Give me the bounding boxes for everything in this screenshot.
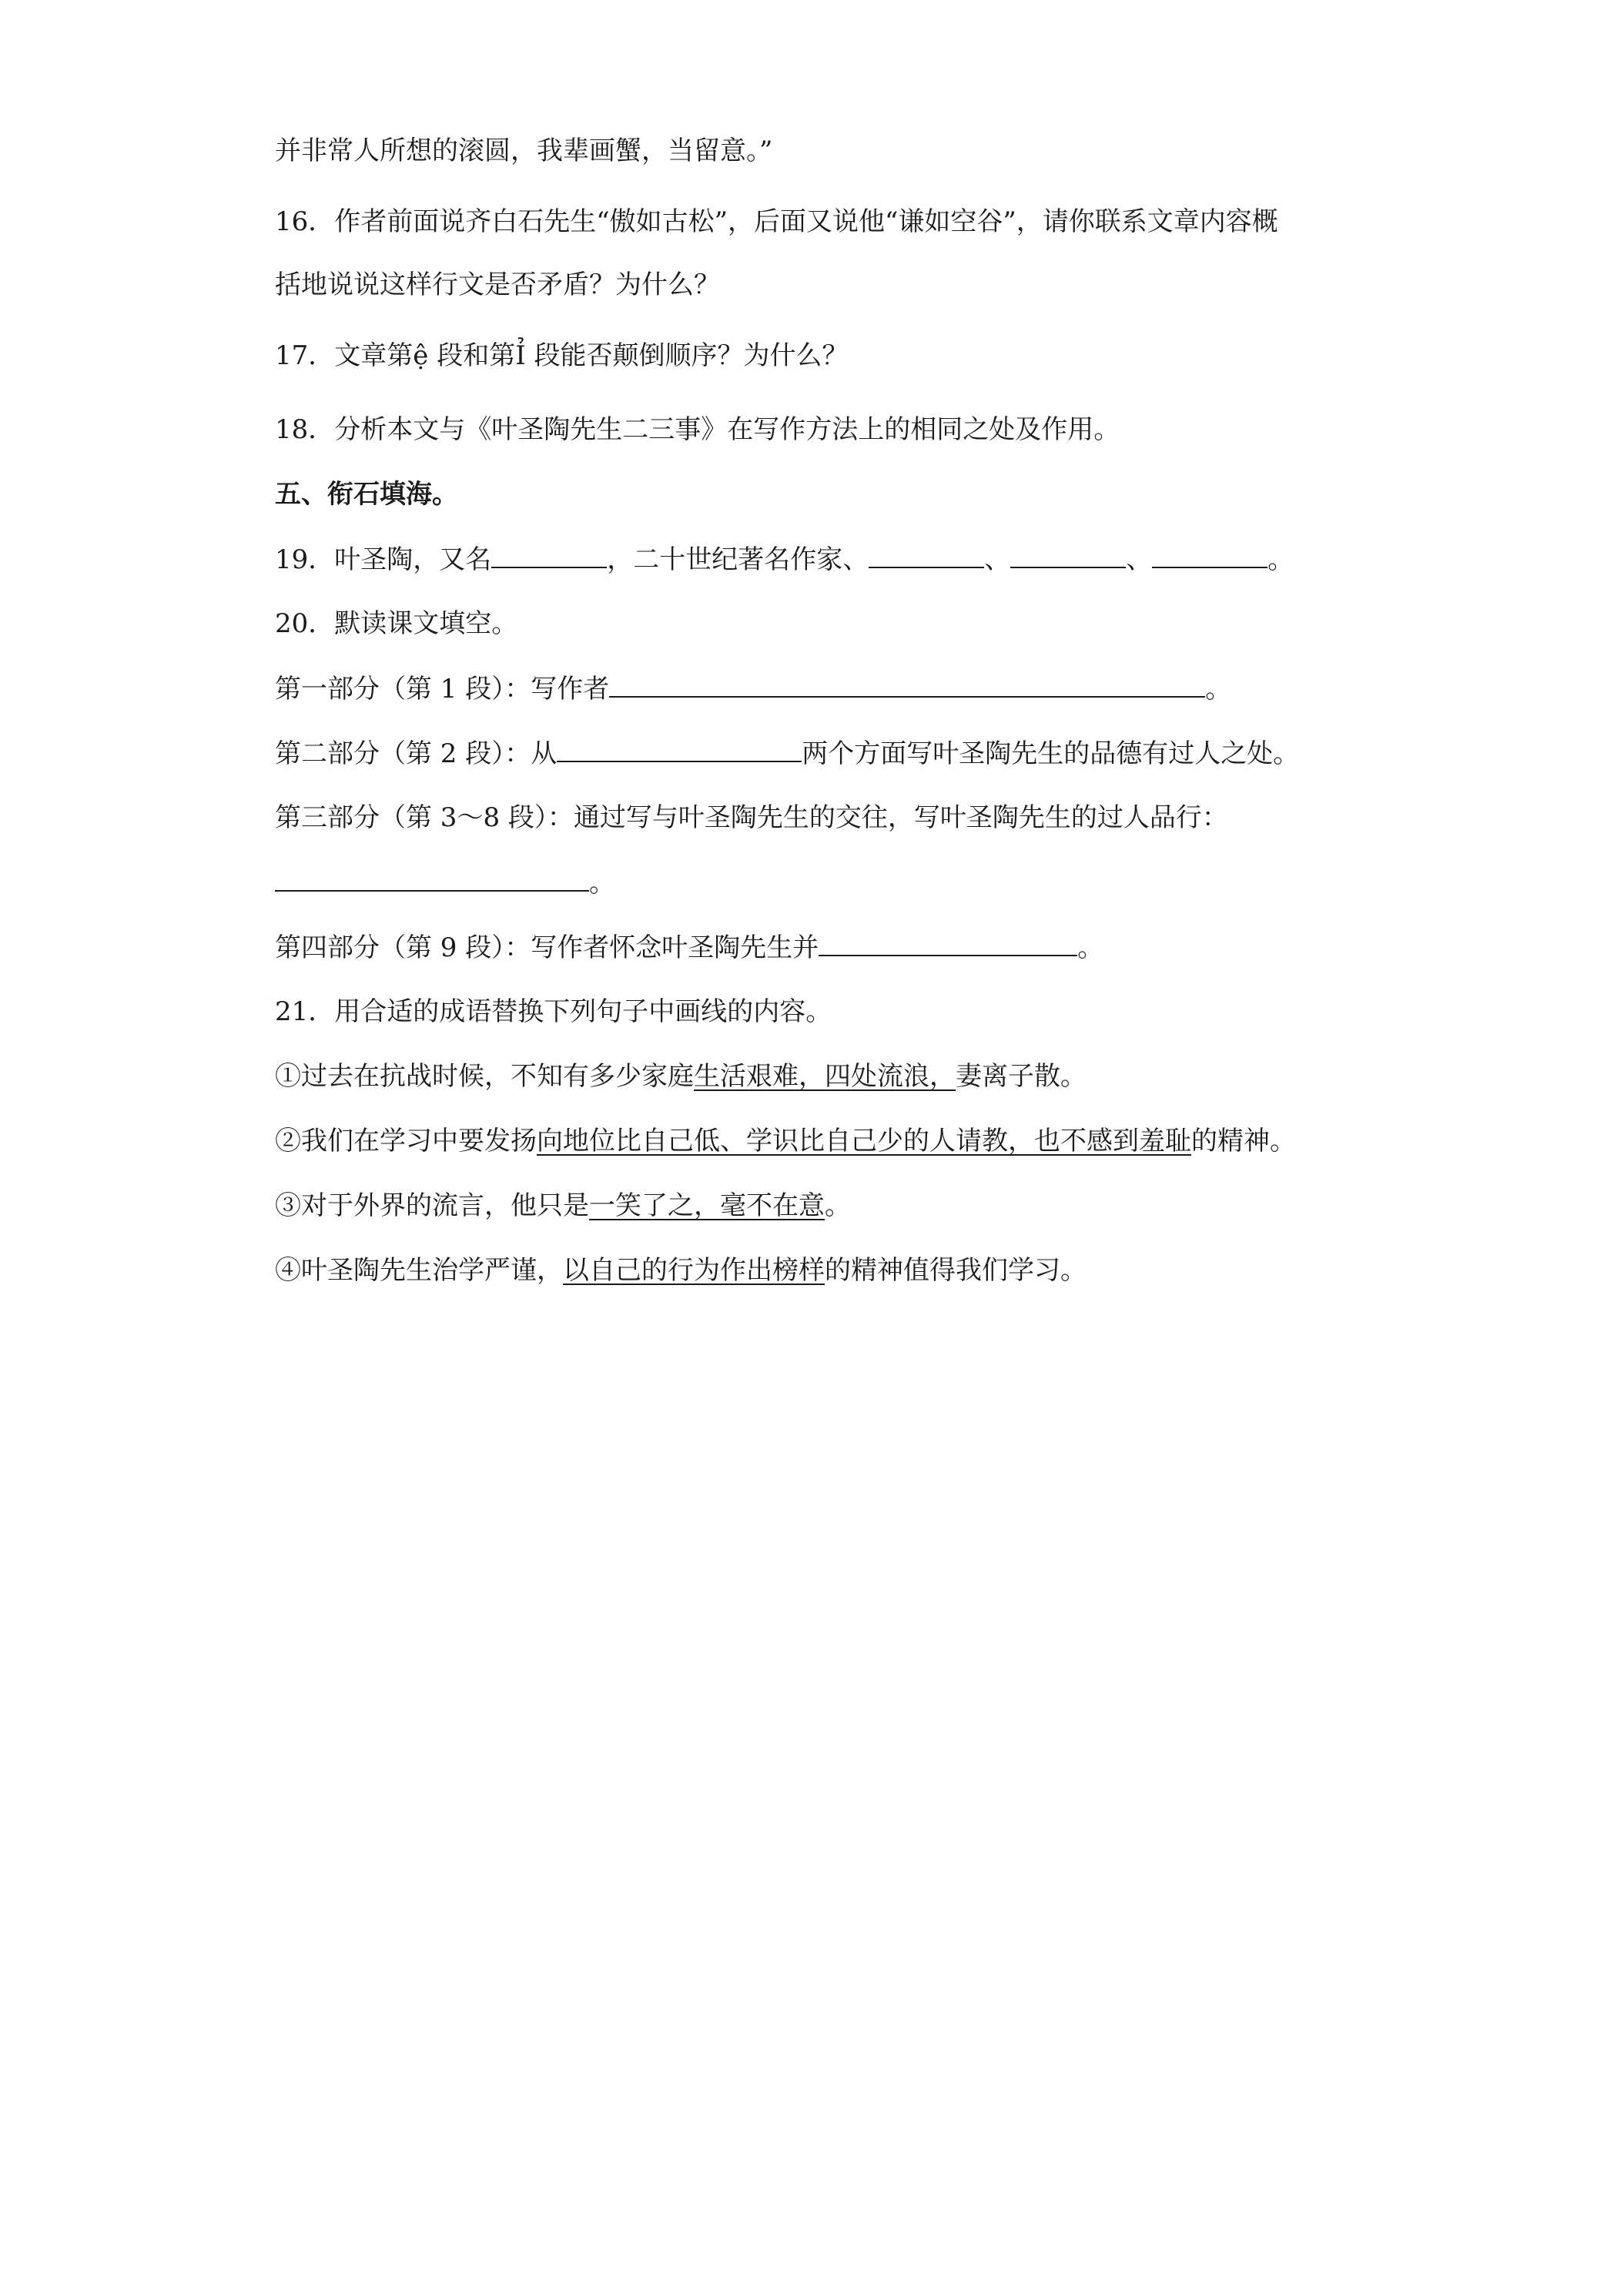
part-4-text: 第四部分（第 9 段）：写作者怀念叶圣陶先生并 (275, 932, 819, 963)
question-19-text: ，二十世纪著名作家、 (607, 544, 869, 575)
part-3-answer (275, 867, 615, 899)
question-21: 21．用合适的成语替换下列句子中画线的内容。 (275, 996, 832, 1027)
answer-blank[interactable] (1152, 544, 1267, 568)
question-16-line-2: 括地说说这样行文是否矛盾？为什么？ (275, 269, 720, 300)
sentence-2-text: 的精神。 (1191, 1126, 1296, 1156)
answer-blank[interactable] (557, 738, 802, 762)
sentence-3-text: 。 (825, 1190, 851, 1221)
question-17-text: 段和第 (428, 340, 516, 371)
part-1 (275, 673, 1231, 705)
question-18: 18．分析本文与《叶圣陶先生二三事》在写作方法上的相同之处及作用。 (275, 414, 1120, 445)
garbled-glyph: ệ (413, 340, 429, 371)
question-17-text: 17．文章第 (275, 340, 414, 371)
part-3: 第三部分（第 3～8 段）：通过写与叶圣陶先生的交往，写叶圣陶先生的过人品行： (275, 802, 1228, 833)
sentence-4-text: 的精神值得我们学习。 (825, 1255, 1087, 1286)
sentence-3 (275, 1190, 851, 1221)
part-4-text: 。 (1077, 932, 1104, 963)
text-line: 并非常人所想的滚圆，我辈画蟹，当留意。” (275, 136, 773, 166)
part-2-text: 两个方面写叶圣陶先生的品德有过人之处。 (802, 738, 1300, 769)
answer-blank[interactable] (819, 932, 1077, 956)
answer-blank[interactable] (491, 544, 607, 568)
sentence-2 (275, 1126, 1296, 1156)
underlined-phrase: 以自己的行为作出榜样 (563, 1255, 825, 1286)
sentence-1-text: ①过去在抗战时候，不知有多少家庭 (275, 1061, 694, 1092)
answer-blank[interactable] (275, 867, 589, 892)
separator: 、 (1126, 544, 1153, 575)
underlined-phrase: 生活艰难，四处流浪， (694, 1061, 956, 1092)
sentence-4 (275, 1255, 1087, 1286)
sentence-1-text: 妻离子散。 (956, 1061, 1087, 1092)
question-19-text: 。 (1267, 544, 1294, 575)
underlined-phrase: 向地位比自己低、学识比自己少的人请教，也不感到羞耻 (537, 1126, 1191, 1156)
question-20: 20．默读课文填空。 (275, 608, 518, 639)
part-3-text: 。 (589, 868, 615, 899)
answer-blank[interactable] (1010, 544, 1126, 568)
part-4 (275, 932, 1103, 963)
section-heading: 五、衔石填海。 (275, 479, 458, 510)
question-19 (275, 544, 1294, 575)
part-2 (275, 738, 1299, 769)
answer-blank[interactable] (869, 544, 984, 568)
part-1-text: 第一部分（第 1 段）：写作者 (275, 674, 610, 705)
sentence-3-text: ③对于外界的流言，他只是 (275, 1190, 589, 1221)
garbled-glyph: Ỉ (515, 340, 526, 371)
separator: 、 (984, 544, 1011, 575)
question-17-text: 段能否颠倒顺序？为什么？ (525, 340, 849, 371)
sentence-2-text: ②我们在学习中要发扬 (275, 1126, 537, 1156)
part-2-text: 第二部分（第 2 段）：从 (275, 738, 558, 769)
part-1-text: 。 (1205, 674, 1232, 705)
sentence-4-text: ④叶圣陶先生治学严谨， (275, 1255, 563, 1286)
question-19-text: 19．叶圣陶，又名 (275, 544, 492, 575)
answer-blank[interactable] (609, 673, 1205, 698)
underlined-phrase: 一笑了之，毫不在意 (589, 1190, 825, 1221)
question-16-line-1: 16．作者前面说齐白石先生“傲如古松”，后面又说他“谦如空谷”，请你联系文章内容概 (275, 206, 1278, 237)
question-17 (275, 340, 848, 371)
sentence-1 (275, 1061, 1087, 1092)
